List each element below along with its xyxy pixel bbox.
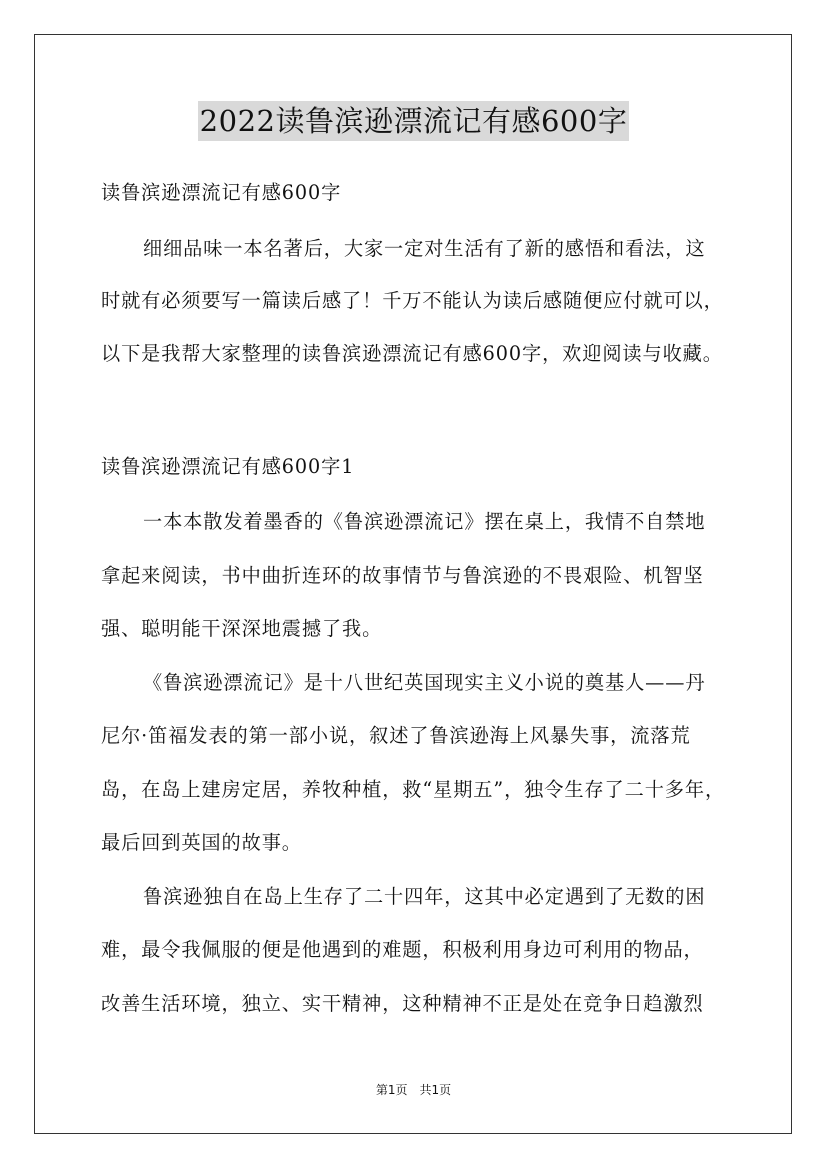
page-number-footer: 第1页 共1页 — [375, 1083, 452, 1097]
paragraph-line: 时就有必须要写一篇读后感了！千万不能认为读后感随便应付就可以， — [101, 289, 724, 312]
paragraph-line: 岛，在岛上建房定居，养牧种植，救“星期五”，独令生存了二十多年， — [101, 778, 726, 801]
paragraph-line: 细细品味一本名著后，大家一定对生活有了新的感悟和看法，这 — [143, 237, 706, 260]
paragraph-line: 最后回到英国的故事。 — [101, 831, 302, 854]
paragraph-line: 《鲁滨逊漂流记》是十八世纪英国现实主义小说的奠基人——丹 — [143, 671, 706, 694]
paragraph-line: 鲁滨逊独自在岛上生存了二十四年，这其中必定遇到了无数的困 — [143, 885, 706, 908]
paragraph-line: 强、聪明能干深深地震撼了我。 — [101, 617, 383, 640]
title-container — [0, 101, 827, 141]
paragraph-line: 改善生活环境，独立、实干精神，这种精神不正是处在竞争日趋激烈 — [101, 992, 704, 1015]
paragraph-line: 拿起来阅读，书中曲折连环的故事情节与鲁滨逊的不畏艰险、机智坚 — [101, 564, 704, 587]
subheading-essay-1: 读鲁滨逊漂流记有感600字1 — [101, 455, 355, 478]
document-title: 2022读鲁滨逊漂流记有感600字 — [198, 101, 630, 141]
paragraph-line: 尼尔·笛福发表的第一部小说，叙述了鲁滨逊海上风暴失事，流落荒 — [101, 724, 691, 747]
paragraph-line: 以下是我帮大家整理的读鲁滨逊漂流记有感600字，欢迎阅读与收藏。 — [101, 342, 723, 365]
subheading-intro: 读鲁滨逊漂流记有感600字 — [101, 181, 342, 204]
paragraph-line: 一本本散发着墨香的《鲁滨逊漂流记》摆在桌上，我情不自禁地 — [143, 510, 706, 533]
paragraph-line: 难，最令我佩服的便是他遇到的难题，积极利用身边可利用的物品， — [101, 938, 704, 961]
